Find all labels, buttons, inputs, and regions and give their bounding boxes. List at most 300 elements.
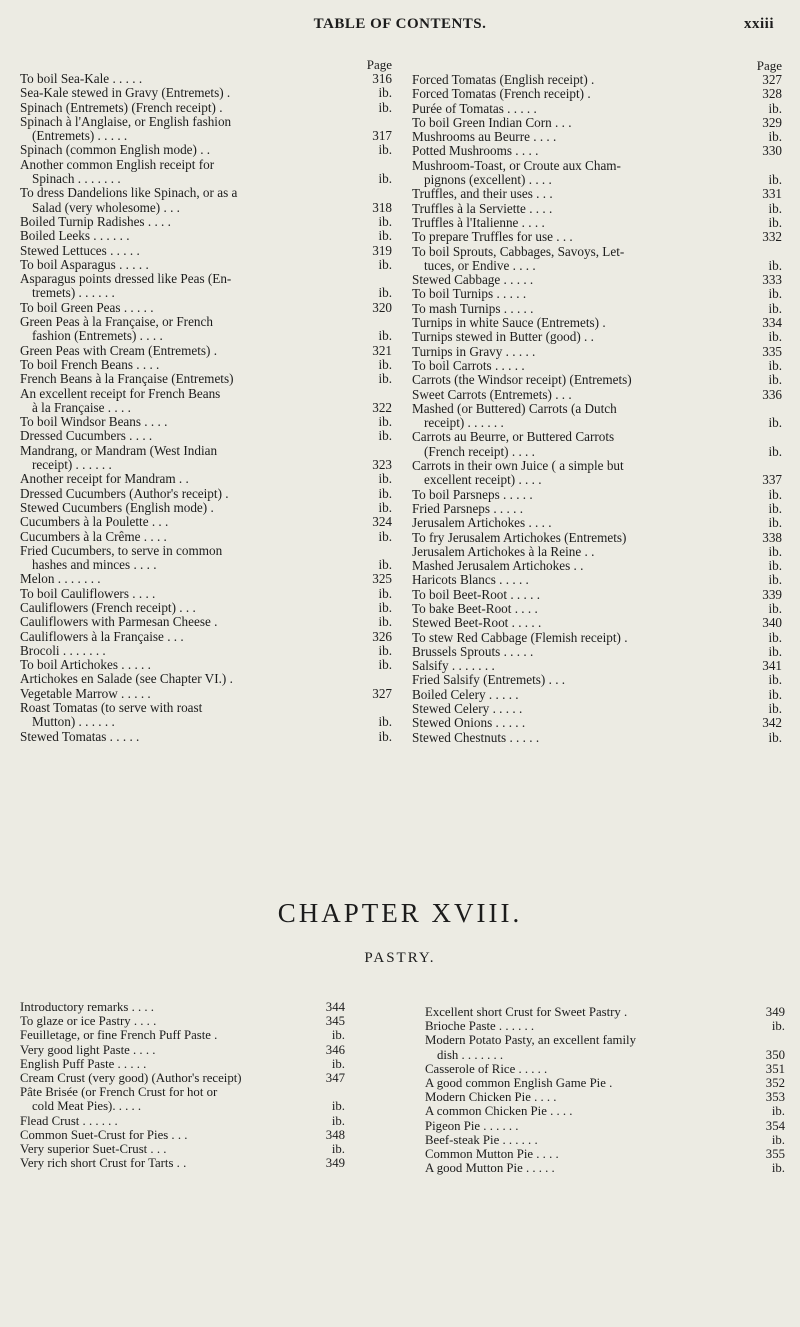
entry-title: Sea-Kale stewed in Gravy (Entremets) . <box>20 85 231 101</box>
section-heading: PASTRY. <box>364 950 436 966</box>
entry-page: ib. <box>768 214 782 230</box>
entry-title: Stewed Lettuces . . . . . <box>20 242 140 258</box>
entry-title: To bake Beet-Root . . . . <box>412 600 538 616</box>
toc-entry <box>20 258 392 272</box>
entry-page: ib. <box>768 100 782 116</box>
entry-title: Stewed Cabbage . . . . . <box>412 272 534 288</box>
entry-page: ib. <box>331 1142 345 1157</box>
entry-title: Stewed Onions . . . . . <box>412 715 526 731</box>
entry-title: Common Mutton Pie . . . . <box>425 1147 559 1162</box>
entry-title: Another receipt for Mandram . . <box>20 471 189 487</box>
entry-title: Stewed Tomatas . . . . . <box>20 728 140 744</box>
entry-title: Turnips in white Sauce (Entremets) . <box>412 315 606 331</box>
toc-entry <box>20 1043 345 1057</box>
entry-title: Casserole of Rice . . . . . <box>425 1061 548 1076</box>
entry-title: Spinach (Entremets) (French receipt) . <box>20 99 223 115</box>
entry-title: Sweet Carrots (Entremets) . . . <box>412 386 572 402</box>
entry-page: 339 <box>762 586 782 602</box>
toc-entry <box>412 430 782 444</box>
entry-page: ib. <box>378 171 392 187</box>
entry-title: To boil Sea-Kale . . . . . <box>20 71 143 86</box>
toc-entry <box>20 1085 345 1099</box>
toc-entry <box>20 658 392 672</box>
entry-title: Dressed Cucumbers . . . . <box>20 428 153 444</box>
toc-entry <box>412 616 782 630</box>
entry-page: 341 <box>762 658 782 674</box>
entry-page: ib. <box>768 329 782 345</box>
toc-entry <box>412 345 782 359</box>
entry-title: Cucumbers à la Crême . . . . <box>20 528 167 544</box>
entry-page: ib. <box>768 600 782 616</box>
toc-entry <box>412 273 782 287</box>
toc-entry <box>20 458 392 472</box>
toc-entry <box>412 531 782 545</box>
toc-entry <box>20 172 392 186</box>
entry-title: To boil Turnips . . . . . <box>412 286 527 302</box>
toc-entry <box>20 572 392 586</box>
entry-title: Very good light Paste . . . . <box>20 1042 156 1057</box>
entry-title: Boiled Celery . . . . . <box>412 686 519 702</box>
entry-page: ib. <box>768 415 782 431</box>
entry-title: To boil Cauliflowers . . . . <box>20 585 156 601</box>
toc-entry <box>412 573 782 587</box>
entry-title: fashion (Entremets) . . . . <box>32 328 163 344</box>
entry-page: 348 <box>325 1127 345 1142</box>
entry-title: Pigeon Pie . . . . . . <box>425 1118 519 1133</box>
toc-entry <box>20 1000 345 1014</box>
entry-title: Modern Potato Pasty, an excellent family <box>425 1033 636 1048</box>
entry-page: 332 <box>762 229 782 245</box>
entry-title: To boil Green Peas . . . . . <box>20 299 154 315</box>
entry-title: Very rich short Crust for Tarts . . <box>20 1156 187 1171</box>
toc-entry <box>412 388 782 402</box>
entry-title: To boil Asparagus . . . . . <box>20 256 149 272</box>
entry-title: Jerusalem Artichokes à la Reine . . <box>412 543 595 559</box>
entry-title: Fried Salsify (Entremets) . . . <box>412 672 566 688</box>
toc-entry <box>20 1057 345 1071</box>
toc-entry <box>425 1062 785 1076</box>
entry-title: To stew Red Cabbage (Flemish receipt) . <box>412 629 628 645</box>
entry-page: 335 <box>762 343 782 359</box>
entry-page: ib. <box>378 528 392 544</box>
toc-entry <box>412 230 782 244</box>
entry-title: To boil French Beans . . . . <box>20 356 160 372</box>
entry-page: 338 <box>762 529 782 545</box>
entry-title: à la Française . . . . <box>32 399 131 415</box>
entry-page: ib. <box>378 557 392 573</box>
entry-page: 355 <box>765 1147 785 1162</box>
toc-entry <box>20 301 392 315</box>
entry-page: ib. <box>768 486 782 502</box>
toc-entry <box>412 488 782 502</box>
page-label: Page <box>366 57 392 72</box>
entry-title: Turnips in Gravy . . . . . <box>412 343 536 359</box>
toc-entry <box>20 244 392 258</box>
entry-title: Carrots au Beurre, or Buttered Carrots <box>412 429 615 445</box>
entry-list <box>412 73 782 745</box>
entry-title: Mutton) . . . . . . <box>32 714 115 730</box>
toc-entry <box>412 373 782 387</box>
entry-page: ib. <box>768 643 782 659</box>
toc-entry <box>412 673 782 687</box>
entry-page: ib. <box>768 357 782 373</box>
entry-page: 337 <box>762 472 782 488</box>
toc-entry <box>20 387 392 401</box>
entry-title: Beef-steak Pie . . . . . . <box>425 1132 538 1147</box>
entry-page: 349 <box>325 1156 345 1171</box>
pastry-left-column <box>20 1000 345 1170</box>
entry-title: Cauliflowers (French receipt) . . . <box>20 599 196 615</box>
toc-entry <box>20 1014 345 1028</box>
entry-page: ib. <box>768 672 782 688</box>
entry-page: ib. <box>331 1028 345 1043</box>
toc-entry <box>412 102 782 116</box>
entry-page: 345 <box>325 1014 345 1029</box>
entry-title: To dress Dandelions like Spinach, or as a <box>20 185 238 201</box>
entry-page: ib. <box>771 1104 785 1119</box>
toc-entry <box>20 615 392 629</box>
entry-title: Feuilletage, or fine French Puff Paste . <box>20 1028 218 1043</box>
entry-title: Stewed Beet-Root . . . . . <box>412 615 542 631</box>
entry-page: ib. <box>768 515 782 531</box>
entry-title: To mash Turnips . . . . . <box>412 300 534 316</box>
toc-entry <box>412 316 782 330</box>
entry-title: To fry Jerusalem Artichokes (Entremets) <box>412 529 627 545</box>
entry-page: ib. <box>378 485 392 501</box>
entry-title: To boil Sprouts, Cabbages, Savoys, Let- <box>412 243 625 259</box>
toc-entry <box>412 402 782 416</box>
entry-title: tuces, or Endive . . . . <box>424 257 536 273</box>
entry-page: 318 <box>372 199 392 215</box>
entry-page: 349 <box>765 1005 785 1019</box>
toc-entry <box>20 687 392 701</box>
entry-page: 329 <box>762 114 782 130</box>
entry-title: Carrots in their own Juice ( a simple but <box>412 458 624 474</box>
toc-entry <box>412 73 782 87</box>
entry-page: ib. <box>378 213 392 229</box>
entry-title: Brocoli . . . . . . . <box>20 642 106 658</box>
toc-entry <box>412 159 782 173</box>
entry-page: 344 <box>325 1000 345 1014</box>
entry-title: (French receipt) . . . . <box>424 443 535 459</box>
entry-page: 327 <box>762 72 782 87</box>
entry-page: ib. <box>768 629 782 645</box>
entry-page: 327 <box>372 685 392 701</box>
entry-page: 323 <box>372 457 392 473</box>
entry-title: Boiled Leeks . . . . . . <box>20 228 130 244</box>
toc-entry <box>20 215 392 229</box>
entry-page: ib. <box>378 728 392 744</box>
toc-entry <box>425 1147 785 1161</box>
toc-entry <box>20 587 392 601</box>
entry-page: 347 <box>325 1071 345 1086</box>
entry-page: 350 <box>765 1047 785 1062</box>
toc-entry <box>20 315 392 329</box>
toc-entry <box>20 1142 345 1156</box>
entry-page: ib. <box>768 372 782 388</box>
entry-page: 319 <box>372 242 392 258</box>
entry-page: 326 <box>372 628 392 644</box>
toc-entry <box>412 645 782 659</box>
entry-title: Mushrooms au Beurre . . . . <box>412 129 557 145</box>
entry-page: ib. <box>378 614 392 630</box>
entry-page: ib. <box>771 1132 785 1147</box>
entry-page: ib. <box>378 428 392 444</box>
entry-page: 324 <box>372 514 392 530</box>
toc-entry <box>20 1114 345 1128</box>
entry-title: Green Peas with Cream (Entremets) . <box>20 342 218 358</box>
toc-entry <box>20 401 392 415</box>
entry-page: ib. <box>378 356 392 372</box>
toc-entry <box>412 173 782 187</box>
header-page-number: xxiii <box>743 16 774 32</box>
entry-title: Stewed Cucumbers (English mode) . <box>20 499 214 515</box>
entry-title: To boil Windsor Beans . . . . <box>20 414 168 430</box>
entry-page: 340 <box>762 615 782 631</box>
entry-page: ib. <box>771 1161 785 1176</box>
toc-entry <box>425 1104 785 1118</box>
toc-entry <box>20 186 392 200</box>
entry-page: 316 <box>372 71 392 86</box>
entry-title: French Beans à la Française (Entremets) <box>20 371 234 387</box>
entry-page: ib. <box>378 228 392 244</box>
entry-page: 331 <box>762 186 782 202</box>
toc-entry <box>20 229 392 243</box>
entry-title: Vegetable Marrow . . . . . <box>20 685 151 701</box>
entry-title: Brussels Sprouts . . . . . <box>412 643 534 659</box>
entry-title: Common Suet-Crust for Pies . . . <box>20 1127 188 1142</box>
entry-title: Very superior Suet-Crust . . . <box>20 1142 167 1157</box>
entry-page: ib. <box>331 1099 345 1114</box>
entry-title: Spinach à l'Anglaise, or English fashion <box>20 113 232 129</box>
entry-page: ib. <box>768 686 782 702</box>
toc-entry <box>20 372 392 386</box>
toc-entry <box>425 1048 785 1062</box>
entry-title: receipt) . . . . . . <box>32 457 112 473</box>
entry-page: ib. <box>768 543 782 559</box>
entry-page: 328 <box>762 86 782 102</box>
entry-page: 334 <box>762 315 782 331</box>
toc-entry <box>412 302 782 316</box>
entry-title: To glaze or ice Pastry . . . . <box>20 1014 157 1029</box>
toc-entry <box>20 344 392 358</box>
entry-title: To boil Parsneps . . . . . <box>412 486 533 502</box>
toc-entry <box>20 730 392 744</box>
toc-entry <box>20 129 392 143</box>
toc-entry <box>20 1128 345 1142</box>
toc-entry <box>412 359 782 373</box>
left-column <box>20 58 392 744</box>
entry-page: 353 <box>765 1090 785 1105</box>
toc-entry <box>425 1119 785 1133</box>
entry-title: Fried Cucumbers, to serve in common <box>20 542 223 558</box>
entry-title: English Puff Paste . . . . . <box>20 1056 147 1071</box>
entry-title: Stewed Chestnuts . . . . . <box>412 729 540 745</box>
toc-entry <box>412 631 782 645</box>
toc-entry <box>20 672 392 686</box>
entry-title: Spinach (common English mode) . . <box>20 142 211 158</box>
toc-entry <box>20 1156 345 1170</box>
toc-entry <box>412 502 782 516</box>
entry-page: ib. <box>378 599 392 615</box>
entry-page: ib. <box>768 200 782 216</box>
toc-entry <box>20 286 392 300</box>
toc-entry <box>20 86 392 100</box>
toc-entry <box>20 1028 345 1042</box>
toc-entry <box>20 444 392 458</box>
toc-entry <box>20 415 392 429</box>
toc-entry <box>20 701 392 715</box>
entry-title: Roast Tomatas (to serve with roast <box>20 700 203 716</box>
toc-entry <box>20 143 392 157</box>
entry-page: 336 <box>762 386 782 402</box>
entry-title: Spinach . . . . . . . <box>32 171 121 187</box>
entry-title: An excellent receipt for French Beans <box>20 385 221 401</box>
entry-title: Fried Parsneps . . . . . <box>412 500 523 516</box>
toc-entry <box>412 445 782 459</box>
entry-title: Mashed (or Buttered) Carrots (a Dutch <box>412 400 617 416</box>
entry-title: To boil Beet-Root . . . . . <box>412 586 541 602</box>
toc-entry <box>412 473 782 487</box>
entry-title: Artichokes en Salade (see Chapter VI.) . <box>20 671 233 687</box>
entry-title: Jerusalem Artichokes . . . . <box>412 515 552 531</box>
entry-title: Haricots Blancs . . . . . <box>412 572 529 588</box>
entry-list <box>20 1000 345 1170</box>
toc-entry <box>20 115 392 129</box>
entry-title: excellent receipt) . . . . <box>424 472 542 488</box>
entry-title: Boiled Turnip Radishes . . . . <box>20 213 171 229</box>
entry-page: ib. <box>378 414 392 430</box>
entry-page: ib. <box>378 371 392 387</box>
entry-title: Green Peas à la Française, or French <box>20 314 213 330</box>
entry-title: Mandrang, or Mandram (West Indian <box>20 442 218 458</box>
entry-page: 321 <box>372 342 392 358</box>
toc-entry <box>412 202 782 216</box>
entry-page: ib. <box>768 500 782 516</box>
toc-entry <box>412 116 782 130</box>
entry-page: ib. <box>331 1056 345 1071</box>
toc-entry <box>20 72 392 86</box>
entry-page: ib. <box>331 1113 345 1128</box>
toc-entry <box>412 459 782 473</box>
entry-page: ib. <box>768 172 782 188</box>
entry-title: Carrots (the Windsor receipt) (Entremets) <box>412 372 632 388</box>
entry-page: 330 <box>762 143 782 159</box>
entry-page: ib. <box>378 142 392 158</box>
toc-entry <box>20 1071 345 1085</box>
toc-entry <box>20 530 392 544</box>
entry-title: A common Chicken Pie . . . . <box>425 1104 573 1119</box>
entry-title: To prepare Truffles for use . . . <box>412 229 573 245</box>
entry-page: ib. <box>378 471 392 487</box>
toc-entry <box>412 130 782 144</box>
pastry-right-column <box>425 1005 785 1175</box>
entry-page: ib. <box>378 642 392 658</box>
toc-entry <box>412 659 782 673</box>
toc-entry <box>20 329 392 343</box>
entry-title: receipt) . . . . . . <box>424 415 504 431</box>
toc-entry <box>425 1033 785 1047</box>
entry-title: Another common English receipt for <box>20 156 215 172</box>
toc-entry <box>412 688 782 702</box>
toc-entry <box>412 731 782 745</box>
entry-title: Purée of Tomatas . . . . . <box>412 100 537 116</box>
toc-entry <box>20 630 392 644</box>
toc-entry <box>20 101 392 115</box>
toc-entry <box>20 158 392 172</box>
entry-title: Stewed Celery . . . . . <box>412 701 523 717</box>
entry-page: ib. <box>768 558 782 574</box>
entry-title: Introductory remarks . . . . <box>20 1000 154 1014</box>
entry-page: ib. <box>768 129 782 145</box>
entry-title: cold Meat Pies). . . . . <box>32 1099 142 1114</box>
toc-entry <box>425 1005 785 1019</box>
entry-list <box>425 1005 785 1175</box>
header-title: TABLE OF CONTENTS. <box>313 16 487 32</box>
toc-entry <box>20 544 392 558</box>
entry-page: ib. <box>378 585 392 601</box>
entry-title: A good common English Game Pie . <box>425 1076 613 1091</box>
toc-entry <box>20 201 392 215</box>
entry-page: 320 <box>372 299 392 315</box>
entry-title: Truffles, and their uses . . . <box>412 186 553 202</box>
entry-page: 351 <box>765 1061 785 1076</box>
toc-entry <box>412 187 782 201</box>
entry-title: Dressed Cucumbers (Author's receipt) . <box>20 485 229 501</box>
toc-entry <box>412 259 782 273</box>
toc-entry <box>20 358 392 372</box>
entry-page: ib. <box>768 257 782 273</box>
entry-page: 342 <box>762 715 782 731</box>
entry-page: ib. <box>768 729 782 745</box>
entry-list <box>20 72 392 744</box>
toc-entry <box>412 716 782 730</box>
entry-page: ib. <box>378 714 392 730</box>
entry-title: Potted Mushrooms . . . . <box>412 143 539 159</box>
entry-page: 333 <box>762 272 782 288</box>
entry-title: Forced Tomatas (French receipt) . <box>412 86 591 102</box>
toc-entry <box>20 272 392 286</box>
toc-entry <box>425 1019 785 1033</box>
entry-title: A good Mutton Pie . . . . . <box>425 1161 555 1176</box>
entry-page: ib. <box>378 657 392 673</box>
toc-entry <box>412 588 782 602</box>
entry-title: To boil Carrots . . . . . <box>412 357 525 373</box>
toc-entry <box>425 1133 785 1147</box>
toc-entry <box>20 429 392 443</box>
entry-page: ib. <box>768 286 782 302</box>
entry-page: ib. <box>768 572 782 588</box>
entry-title: tremets) . . . . . . <box>32 285 115 301</box>
toc-entry <box>20 487 392 501</box>
entry-title: Mashed Jerusalem Artichokes . . <box>412 558 584 574</box>
toc-entry <box>425 1161 785 1175</box>
entry-title: Truffles à la Serviette . . . . <box>412 200 553 216</box>
toc-entry <box>412 330 782 344</box>
toc-entry <box>412 559 782 573</box>
entry-page: 322 <box>372 399 392 415</box>
toc-entry <box>20 644 392 658</box>
toc-entry <box>20 558 392 572</box>
toc-entry <box>412 416 782 430</box>
entry-title: Asparagus points dressed like Peas (En- <box>20 271 232 287</box>
toc-entry <box>412 245 782 259</box>
entry-title: Flead Crust . . . . . . <box>20 1113 118 1128</box>
entry-page: 352 <box>765 1076 785 1091</box>
toc-entry <box>412 216 782 230</box>
entry-title: Cucumbers à la Poulette . . . <box>20 514 169 530</box>
entry-page: ib. <box>771 1019 785 1034</box>
